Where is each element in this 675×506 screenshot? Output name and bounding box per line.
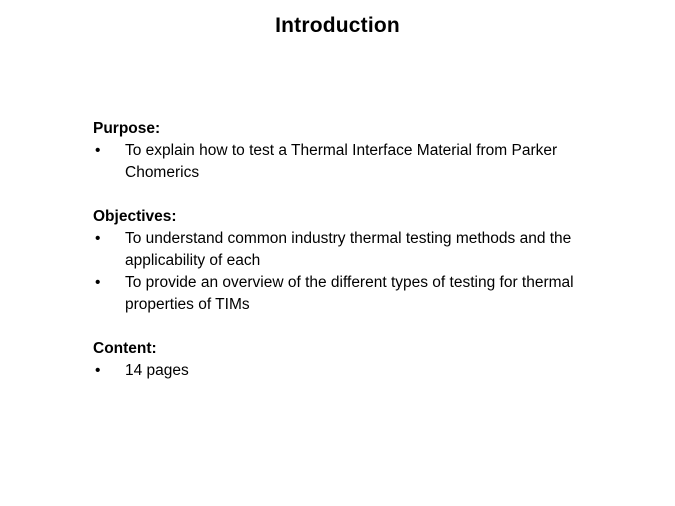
page-title: Introduction <box>275 14 400 37</box>
slide-body <box>93 118 623 382</box>
bullet-dot-icon: • <box>95 362 101 379</box>
list-item-text: To explain how to test a Thermal Interface Material from Parker Chomerics <box>125 142 558 181</box>
list-item <box>93 140 623 184</box>
section-heading-purpose: Purpose: <box>93 120 161 137</box>
section-spacer <box>93 316 623 338</box>
section-content <box>93 338 623 382</box>
list-item-text: To understand common industry thermal testing methods and the applicability of each <box>125 230 572 269</box>
section-objectives <box>93 206 623 316</box>
list-item-text: 14 pages <box>125 362 189 379</box>
bullet-dot-icon: • <box>95 230 101 247</box>
section-heading-objectives: Objectives: <box>93 208 177 225</box>
section-spacer <box>93 184 623 206</box>
bullet-dot-icon: • <box>95 274 101 291</box>
list-item-text: To provide an overview of the different types of testing for thermal properties of TIMs <box>125 274 574 313</box>
list-item <box>93 360 623 382</box>
bullet-list-purpose <box>93 140 623 184</box>
bullet-list-objectives <box>93 228 623 316</box>
section-purpose <box>93 118 623 184</box>
list-item <box>93 272 623 316</box>
list-item <box>93 228 623 272</box>
bullet-list-content <box>93 360 623 382</box>
section-heading-content: Content: <box>93 340 157 357</box>
bullet-dot-icon: • <box>95 142 101 159</box>
